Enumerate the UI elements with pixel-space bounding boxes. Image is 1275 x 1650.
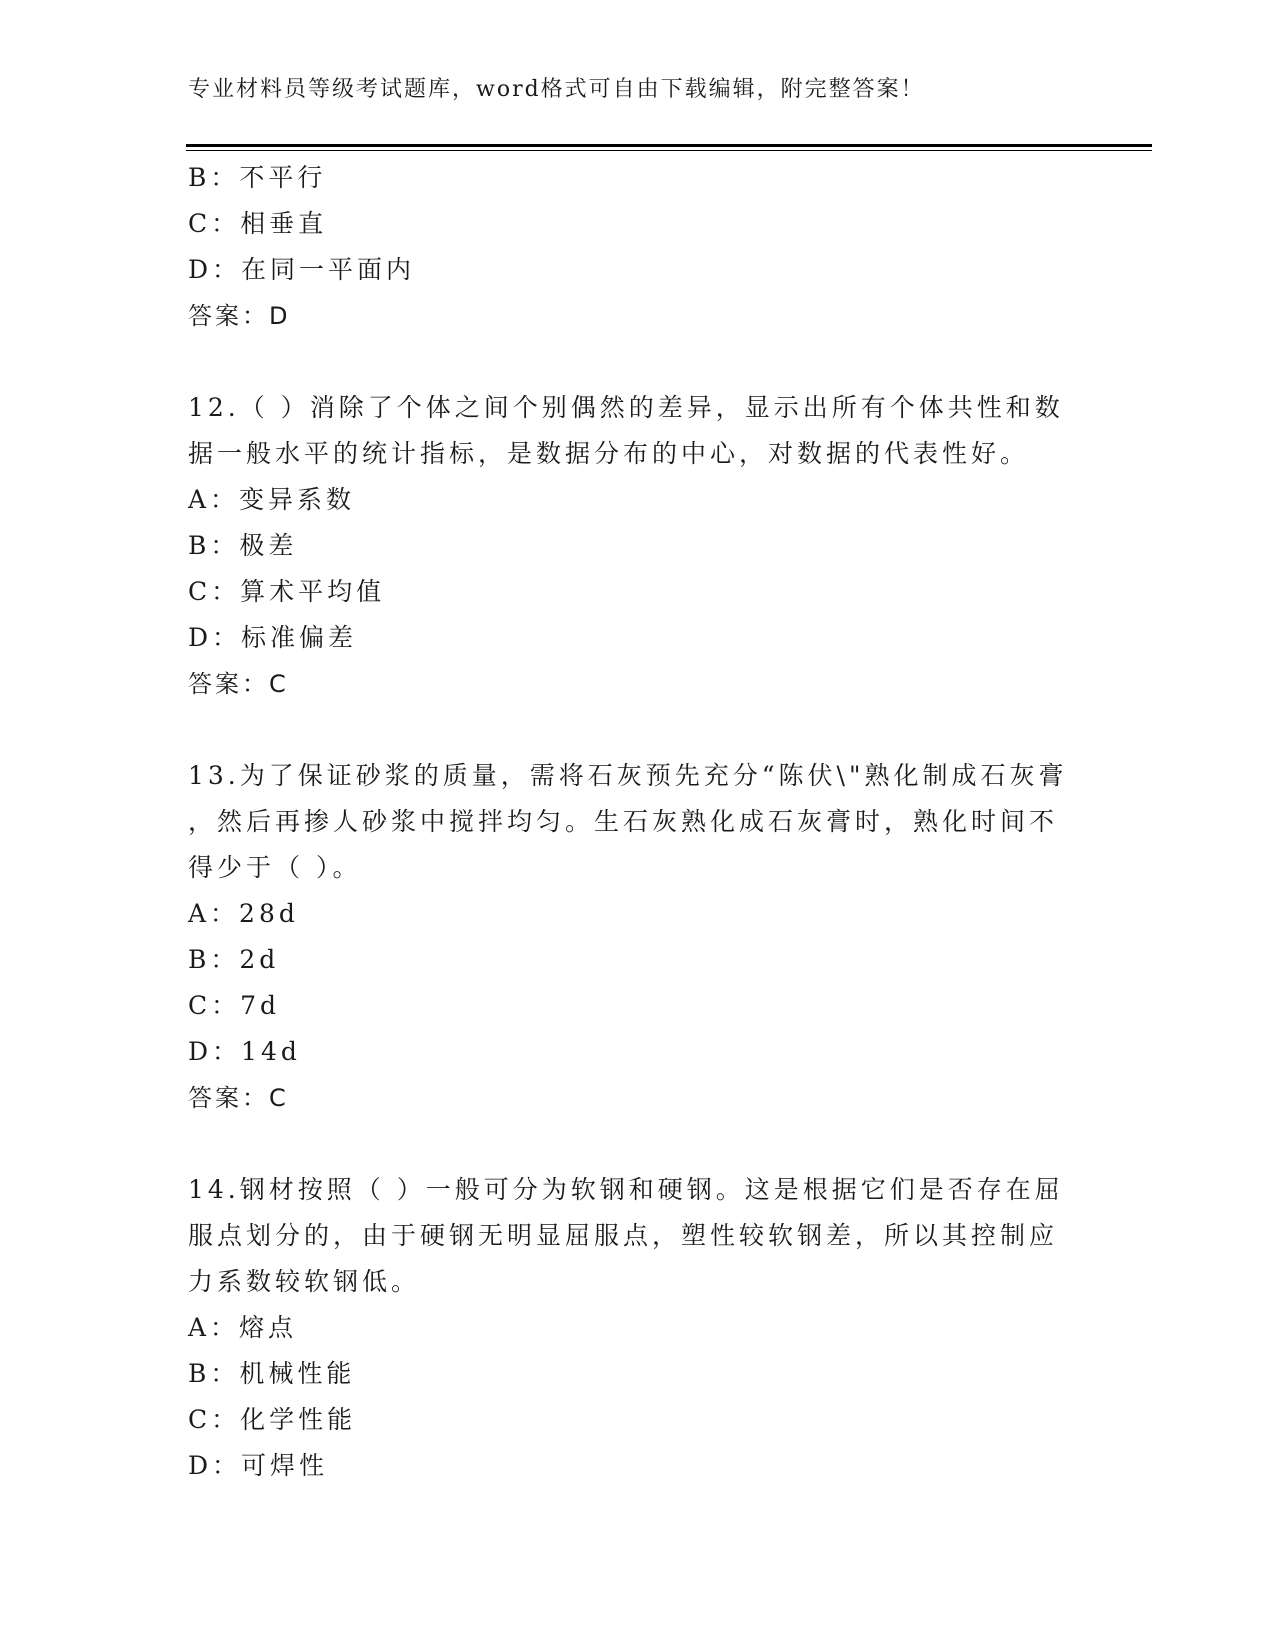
spacer — [188, 707, 1088, 753]
answer-line: 答案：C — [188, 670, 289, 698]
option-b: B：不平行 — [188, 163, 327, 192]
option-a: A：28d — [188, 899, 299, 928]
answer-line: 答案：C — [188, 1084, 289, 1112]
option-d: D：14d — [188, 1037, 301, 1066]
answer-line: 答案：D — [188, 302, 291, 330]
question-stem-line: 13.为了保证砂浆的质量，需将石灰预先充分“陈伏\"熟化制成石灰膏 — [188, 761, 1068, 790]
question-11-continued — [188, 155, 1088, 339]
spacer — [188, 1121, 1088, 1167]
question-13 — [188, 753, 1088, 1121]
question-stem-line: 据一般水平的统计指标，是数据分布的中心，对数据的代表性好。 — [188, 439, 1030, 468]
option-b: B：极差 — [188, 531, 298, 560]
option-a: A：熔点 — [188, 1313, 298, 1342]
option-d: D：可焊性 — [188, 1451, 329, 1480]
question-stem-line: ，然后再掺人砂浆中搅拌均匀。生石灰熟化成石灰膏时，熟化时间不 — [188, 807, 1059, 836]
question-stem-line: 得少于（ ）。 — [188, 853, 362, 882]
question-stem-line: 力系数较软钢低。 — [188, 1267, 421, 1296]
option-d: D：在同一平面内 — [188, 255, 416, 284]
option-c: C：相垂直 — [188, 209, 328, 238]
option-c: C：算术平均值 — [188, 577, 386, 606]
question-content — [188, 155, 1088, 1489]
question-stem-line: 12.（ ）消除了个体之间个别偶然的差异，显示出所有个体共性和数 — [188, 393, 1064, 422]
option-c: C：7d — [188, 991, 281, 1020]
option-a: A：变异系数 — [188, 485, 356, 514]
question-14 — [188, 1167, 1088, 1489]
option-b: B：2d — [188, 945, 280, 974]
option-d: D：标准偏差 — [188, 623, 358, 652]
question-stem-line: 服点划分的，由于硬钢无明显屈服点，塑性较软钢差，所以其控制应 — [188, 1221, 1059, 1250]
option-b: B：机械性能 — [188, 1359, 356, 1388]
spacer — [188, 339, 1088, 385]
header-rule-thick — [186, 144, 1152, 147]
header-rule-thin — [186, 150, 1152, 151]
page-header: 专业材料员等级考试题库，word格式可自由下载编辑，附完整答案！ — [188, 77, 925, 102]
option-c: C：化学性能 — [188, 1405, 357, 1434]
question-12 — [188, 385, 1088, 707]
question-stem-line: 14.钢材按照（ ）一般可分为软钢和硬钢。这是根据它们是否存在屈 — [188, 1175, 1064, 1204]
